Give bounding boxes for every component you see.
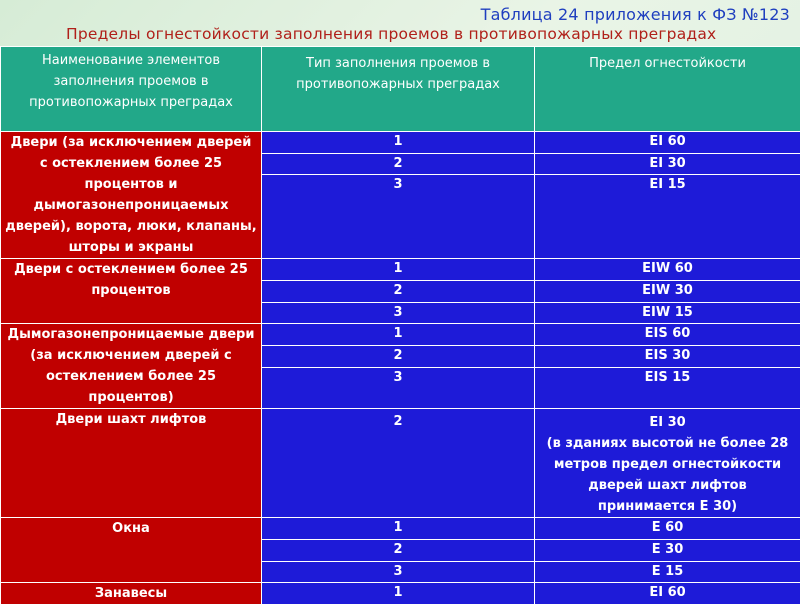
opening-type-cell: 1 (262, 583, 535, 605)
fire-limit-cell: EIW 60 (535, 259, 800, 281)
opening-type-cell: 1 (262, 132, 535, 154)
fire-limit-cell: Е 15 (535, 562, 800, 583)
fire-limit-cell: Е 60 (535, 518, 800, 540)
table-row (1, 583, 800, 605)
table-row (1, 324, 800, 346)
element-name-cell: Двери (за исключением дверей с остеклением более 25 процентов и дымогазонепроницаемых дверей), ворота, люки, клапаны, шторы и экраны (1, 132, 262, 259)
fire-limit-cell: EIS 15 (535, 368, 800, 409)
table-row (1, 518, 800, 540)
fire-limit-cell: EI 60 (535, 132, 800, 154)
table-row (1, 132, 800, 154)
opening-type-cell: 3 (262, 562, 535, 583)
opening-type-cell: 3 (262, 175, 535, 259)
element-name-cell: Дымогазонепроницаемые двери (за исключением дверей с остеклением более 25 процентов) (1, 324, 262, 409)
opening-type-cell: 3 (262, 303, 535, 324)
opening-type-cell: 2 (262, 540, 535, 562)
element-name-cell: Двери с остеклением более 25 процентов (1, 259, 262, 324)
fire-limit-cell: EI 15 (535, 175, 800, 259)
header-opening-type: Тип заполнения проемов в противопожарных преградах (262, 47, 535, 132)
opening-type-cell: 1 (262, 259, 535, 281)
element-name-cell: Двери шахт лифтов (1, 409, 262, 518)
table-header-row (1, 47, 800, 132)
fire-limit-cell: EIW 30 (535, 281, 800, 303)
table-row (1, 259, 800, 281)
fire-limit-cell: EIW 15 (535, 303, 800, 324)
header-fire-limit: Предел огнестойкости (535, 47, 800, 132)
fire-limit-cell: EI 30 (535, 153, 800, 175)
table-row (1, 409, 800, 518)
fire-limit-cell: EIS 60 (535, 324, 800, 346)
header-element-name: Наименование элементов заполнения проемов в противопожарных преградах (1, 47, 262, 132)
opening-type-cell: 1 (262, 518, 535, 540)
opening-type-cell: 1 (262, 324, 535, 346)
element-name-cell: Окна (1, 518, 262, 583)
opening-type-cell: 2 (262, 346, 535, 368)
element-name-cell: Занавесы (1, 583, 262, 605)
table-reference: Таблица 24 приложения к ФЗ №123 (481, 5, 790, 24)
fire-resistance-table (0, 46, 800, 605)
fire-limit-cell: EIS 30 (535, 346, 800, 368)
fire-limit-cell: Е 30 (535, 540, 800, 562)
page-title: Пределы огнестойкости заполнения проемов в противопожарных преградах (66, 25, 716, 43)
fire-limit-cell: EI 60 (535, 583, 800, 605)
fire-limit-cell: EI 30 (в зданиях высотой не более 28 метров предел огнестойкости дверей шахт лифтов принимается Е 30) (535, 409, 800, 518)
opening-type-cell: 3 (262, 368, 535, 409)
opening-type-cell: 2 (262, 409, 535, 518)
opening-type-cell: 2 (262, 281, 535, 303)
opening-type-cell: 2 (262, 153, 535, 175)
